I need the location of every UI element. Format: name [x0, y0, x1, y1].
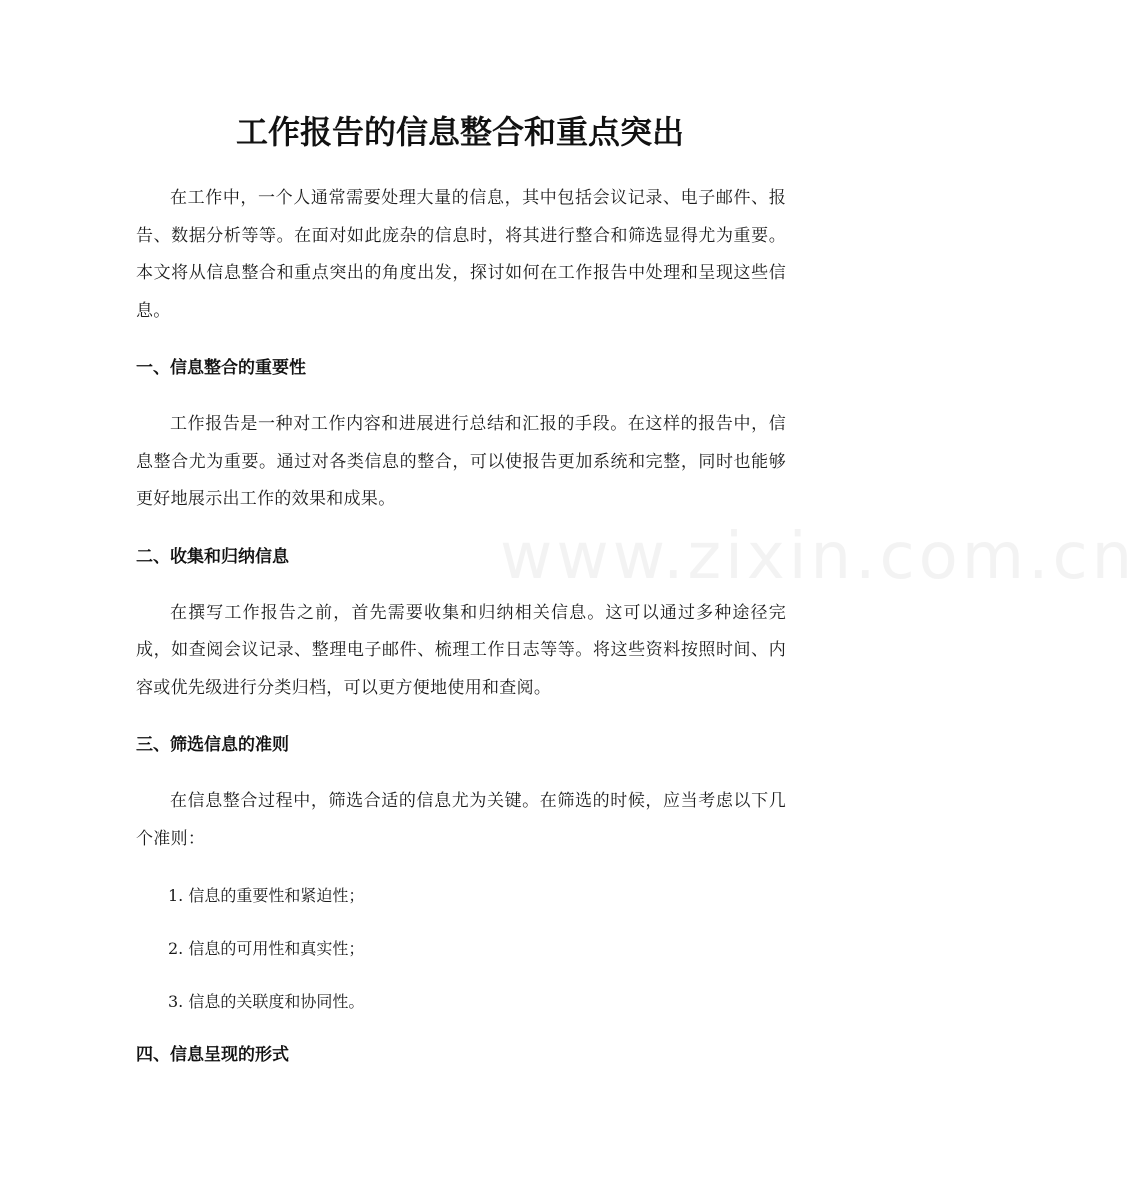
section-2-heading: 二、收集和归纳信息 — [136, 546, 289, 567]
criteria-item-2: 2. 信息的可用性和真实性； — [168, 939, 365, 958]
document-body — [136, 180, 786, 1070]
section-2-paragraph: 在撰写工作报告之前，首先需要收集和归纳相关信息。这可以通过多种途径完成，如查阅会议记录、整理电子邮件、梳理工作日志等等。将这些资料按照时间、内容或优先级进行分类归档，可以更方便地使用和查阅。 — [136, 602, 786, 698]
watermark-text: www.zixin.com.cn — [500, 520, 1136, 594]
criteria-item-1: 1. 信息的重要性和紧迫性； — [168, 886, 365, 905]
section-1-heading: 一、信息整合的重要性 — [136, 358, 306, 378]
intro-paragraph: 在工作中，一个人通常需要处理大量的信息，其中包括会议记录、电子邮件、报告、数据分析等等。在面对如此庞杂的信息时，将其进行整合和筛选显得尤为重要。本文将从信息整合和重点突出的角度出发，探讨如何在工作报告中处理和呈现这些信息。 — [136, 188, 786, 321]
criteria-item-3: 3. 信息的关联度和协同性。 — [168, 992, 365, 1011]
document-title: 工作报告的信息整合和重点突出 — [235, 113, 684, 151]
section-3-heading: 三、筛选信息的准则 — [136, 735, 289, 755]
section-1-paragraph: 工作报告是一种对工作内容和进展进行总结和汇报的手段。在这样的报告中，信息整合尤为重要。通过对各类信息的整合，可以使报告更加系统和完整，同时也能够更好地展示出工作的效果和成果。 — [136, 414, 786, 509]
section-4-heading: 四、信息呈现的形式 — [136, 1045, 289, 1065]
section-3-paragraph: 在信息整合过程中，筛选合适的信息尤为关键。在筛选的时候，应当考虑以下几个准则： — [136, 791, 786, 849]
